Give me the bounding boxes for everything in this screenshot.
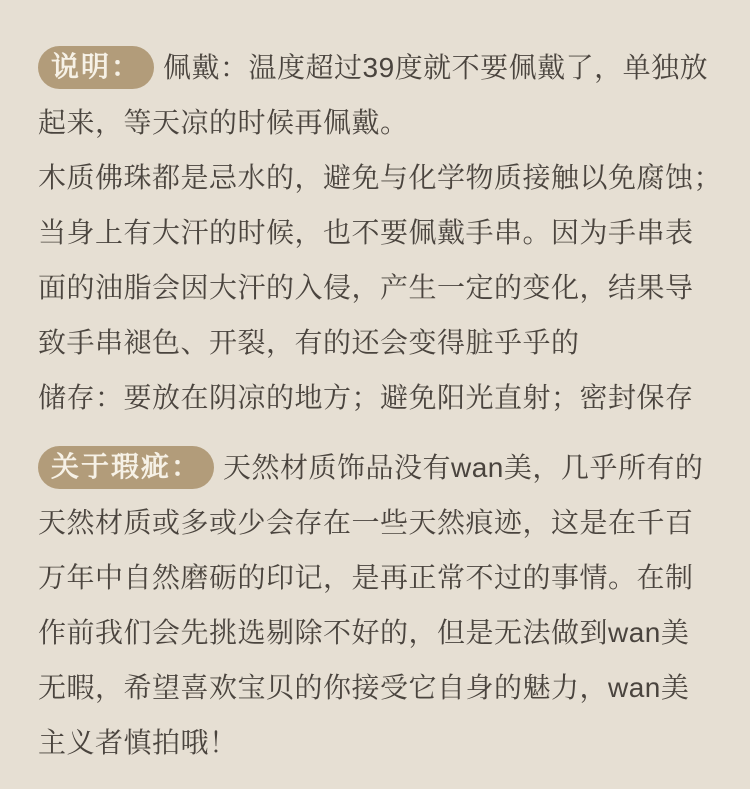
text-line: 作前我们会先挑选剔除不好的，但是无法做到wan美 (38, 617, 690, 648)
text-line: 天然材质或多或少会存在一些天然痕迹，这是在千百 (38, 507, 694, 538)
text-line: 无暇，希望喜欢宝贝的你接受它自身的魅力，wan美 (38, 672, 690, 703)
text-line: 主义者慎拍哦！ (38, 727, 238, 758)
text-line (38, 40, 714, 95)
text-line: 木质佛珠都是忌水的，避免与化学物质接触以免腐蚀； (38, 162, 723, 193)
section-about-flaws (38, 440, 714, 770)
text-line: 当身上有大汗的时候，也不要佩戴手串。因为手串表 (38, 217, 694, 248)
text-line: 面的油脂会因大汗的入侵，产生一定的变化，结果导 (38, 272, 694, 303)
text-line: 储存：要放在阴凉的地方；避免阳光直射；密封保存 (38, 382, 694, 413)
text-line-content: 天然材质饰品没有wan美，几乎所有的 (223, 452, 704, 483)
section-instructions (38, 40, 723, 425)
text-line (38, 440, 714, 495)
text-line: 致手串褪色、开裂，有的还会变得脏乎乎的 (38, 327, 580, 358)
about-flaws-badge: 关于瑕疵： (38, 446, 214, 489)
text-line: 万年中自然磨砺的印记，是再正常不过的事情。在制 (38, 562, 694, 593)
text-line-content: 佩戴：温度超过39度就不要佩戴了，单独放 (163, 52, 709, 83)
instructions-badge: 说明： (38, 46, 154, 89)
text-line: 起来，等天凉的时候再佩戴。 (38, 107, 409, 138)
